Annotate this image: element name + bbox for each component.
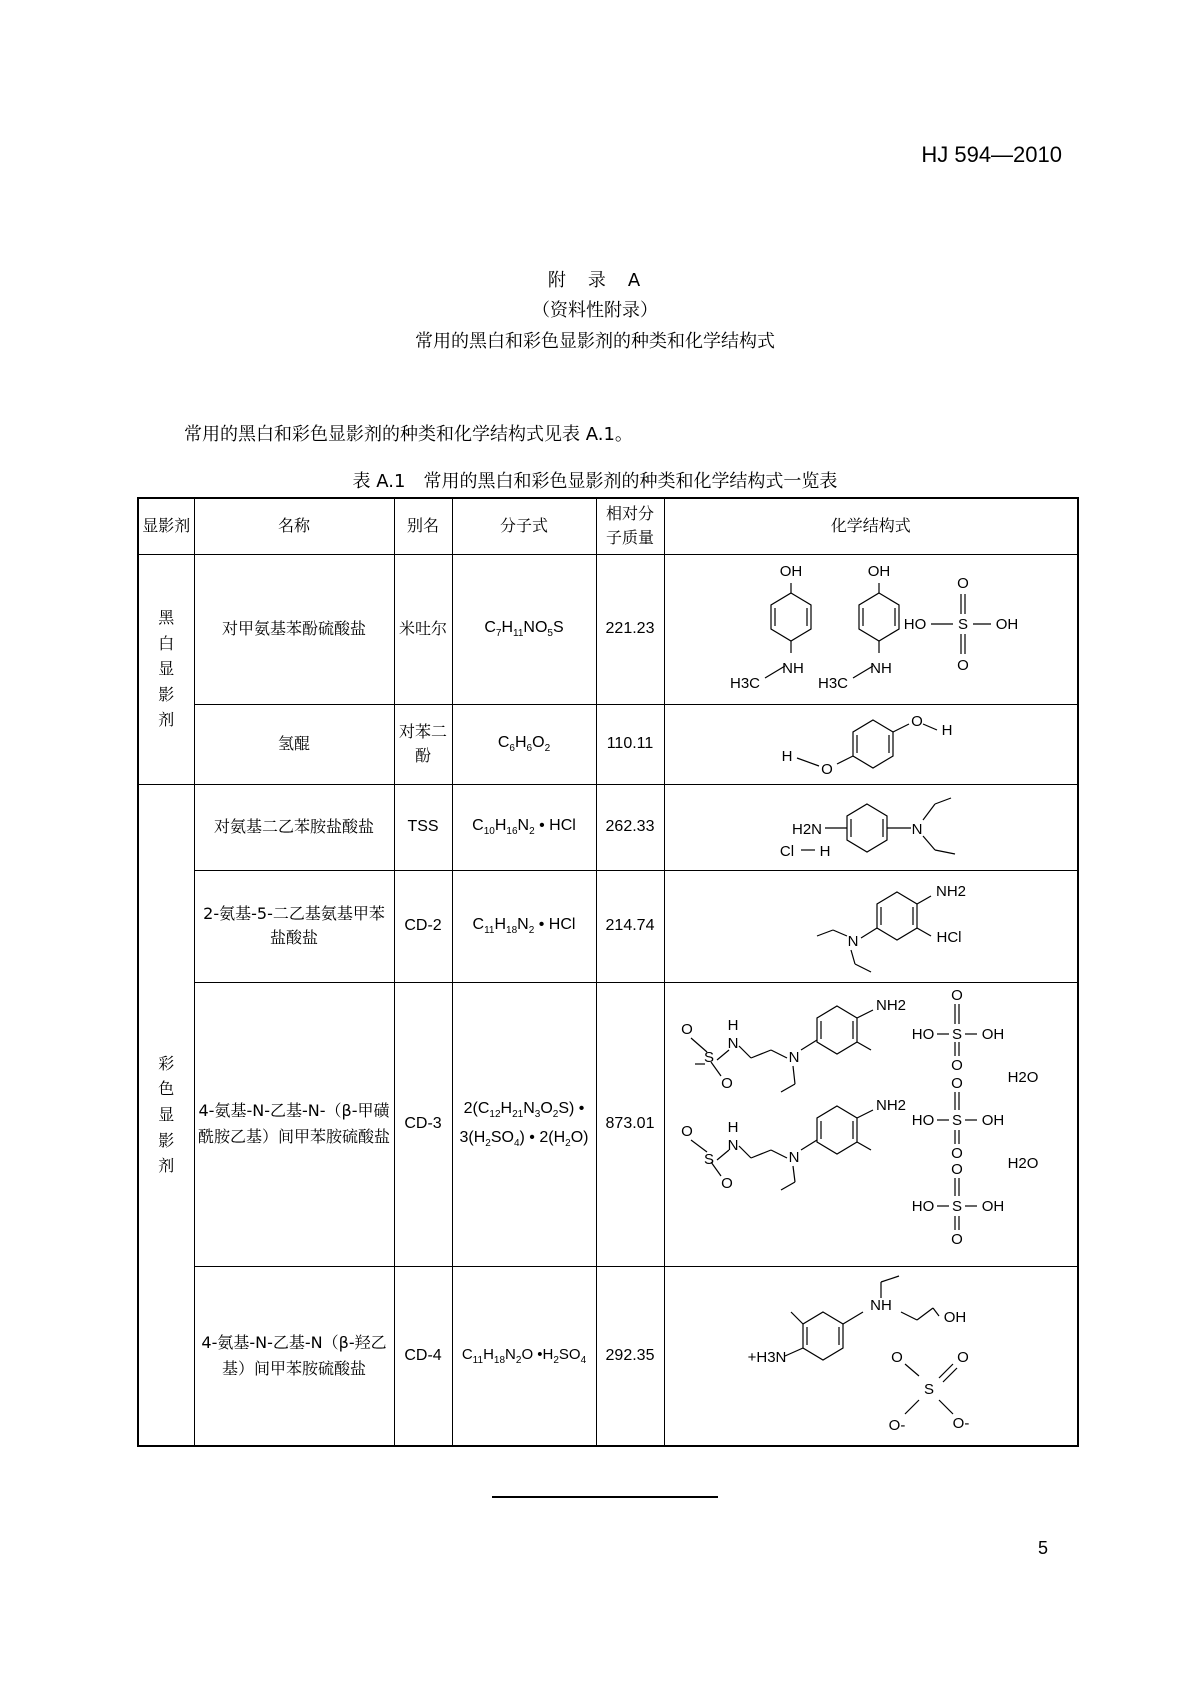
developer-name: 4-氨基-N-乙基-N（β-羟乙基）间甲苯胺硫酸盐 [194,1266,394,1446]
atom-label: N [727,1137,738,1154]
table-row [138,554,1078,704]
atom-label: O [720,1175,733,1192]
atom-label: H2O [1007,1155,1038,1172]
developer-name: 对甲氨基苯酚硫酸盐 [194,554,394,704]
category-char: 影 [158,1130,175,1150]
atom-label: O [910,713,923,730]
atom-label: S [703,1049,714,1066]
structure-cd4 [667,1268,1077,1444]
atom-label: HO [911,1198,934,1215]
table-row [138,704,1078,784]
category-bw [138,554,194,784]
category-char: 影 [158,684,175,704]
atom-label: OH [981,1026,1004,1043]
header-name: 名称 [194,498,394,554]
atom-label: +H3N [747,1348,786,1366]
category-char: 剂 [158,1156,175,1176]
structure-tss [667,786,1077,868]
structure-cell [664,704,1078,784]
atom-label: HO [911,1026,934,1043]
atom-label: S [951,1112,962,1129]
formula-line: $2(C_{12}H_{21}N_3O_2S)$ • [463,1099,585,1120]
header-category: 显影剂 [138,498,194,554]
atom-label: NH2 [935,883,966,900]
atom-label: HO [903,616,926,633]
atom-label: O [956,657,969,674]
formula-line: $3(H_2SO_4)$ • $2(H_2O)$ [459,1129,589,1150]
table-row [138,1266,1078,1446]
structure-cell [664,784,1078,870]
atom-label: O [956,1348,969,1366]
header-structure: 化学结构式 [664,498,1078,554]
atom-label: S [951,1198,962,1215]
atom-label: N [788,1149,799,1166]
atom-label: O- [888,1416,905,1434]
atom-label: NH2 [875,1097,906,1114]
atom-label: H3C [729,675,760,692]
atom-label: O [950,1075,963,1092]
category-char: 显 [158,1104,175,1124]
atom-label: S [951,1026,962,1043]
atom-label: O [720,1075,733,1092]
molecular-formula: $C_{10}H_{16}N_2$ • HCl [452,784,596,870]
structure-cd3 [667,984,1077,1264]
appendix-subtitle: （资料性附录） [532,300,658,321]
category-char: 黑 [158,608,175,628]
structure-cell [664,1266,1078,1446]
atom-label: S [703,1151,714,1168]
document-code: HJ 594—2010 [921,142,1062,167]
atom-label: O [950,1145,963,1162]
developer-alias: CD-2 [394,870,452,982]
atom-label: S [957,616,968,633]
atom-label: N [788,1049,799,1066]
developer-alias: TSS [394,784,452,870]
atom-label: O [950,987,963,1004]
molecular-formula: $C_6H_6O_2$ [452,704,596,784]
atom-label: NH [869,1296,892,1314]
atom-label: H2O [1007,1069,1038,1086]
benzene-ring [817,892,931,972]
atom-label: H [819,843,830,860]
developer-alias: CD-4 [394,1266,452,1446]
structure-cell [664,554,1078,704]
atom-label: H [727,1017,738,1034]
footer-rule [492,1496,718,1498]
developer-alias: 米吐尔 [394,554,452,704]
category-char: 剂 [158,710,175,730]
category-char: 白 [158,633,175,653]
molecular-mass: 214.74 [596,870,664,982]
molecular-formula: $C_7H_{11}NO_5S$ [452,554,596,704]
table-row [138,784,1078,870]
atom-label: H2N [791,821,822,838]
table-row [138,870,1078,982]
atom-label: OH [995,616,1018,633]
developer-name: 2-氨基-5-二乙基氨基甲苯盐酸盐 [194,870,394,982]
developer-table [137,497,1079,1447]
atom-label: N [847,933,858,950]
atom-label: O [956,575,969,592]
header-formula: 分子式 [452,498,596,554]
atom-label: OH [867,563,890,580]
developer-alias: CD-3 [394,982,452,1266]
molecular-formula: $C_{11}H_{18}N_2$ • HCl [452,870,596,982]
header-alias: 别名 [394,498,452,554]
atom-label: Cl [779,843,794,860]
intro-paragraph: 常用的黑白和彩色显影剂的种类和化学结构式见表 A.1。 [184,424,633,445]
atom-label: OH [981,1112,1004,1129]
atom-label: NH2 [875,997,906,1014]
molecular-mass: 292.35 [596,1266,664,1446]
atom-label: H [781,748,792,765]
structure-cell [664,982,1078,1266]
developer-name: 氢醌 [194,704,394,784]
appendix-heading: 常用的黑白和彩色显影剂的种类和化学结构式 [415,331,775,352]
page-number: 5 [1037,1538,1048,1558]
category-color [138,784,194,1446]
molecular-mass: 873.01 [596,982,664,1266]
atom-label: N [911,821,922,838]
molecular-mass: 110.11 [596,704,664,784]
atom-label: O [680,1123,693,1140]
developer-name: 4-氨基-N-乙基-N-（β-甲磺酰胺乙基）间甲苯胺硫酸盐 [194,982,394,1266]
atom-label: O [950,1231,963,1248]
molecular-formula [452,982,596,1266]
atom-label: N [727,1035,738,1052]
atom-label: O [950,1161,963,1178]
atom-label: OH [779,563,802,580]
atom-label: OH [943,1308,966,1326]
atom-label: OH [981,1198,1004,1215]
atom-label: O [820,761,833,778]
category-char: 彩 [158,1053,175,1073]
structure-metol [667,556,1077,702]
atom-label: HCl [936,929,961,946]
table-row [138,982,1078,1266]
structure-hydroquinone [667,706,1077,782]
atom-label: O [950,1057,963,1074]
category-char: 显 [158,659,175,679]
atom-label: H3C [817,675,848,692]
developer-name: 对氨基二乙苯胺盐酸盐 [194,784,394,870]
atom-label: O [680,1021,693,1038]
structure-cd2 [667,872,1077,980]
atom-label: NH [869,660,892,677]
atom-label: H [727,1119,738,1136]
atom-label: H [941,722,952,739]
category-char: 色 [158,1079,175,1099]
atom-label: S [923,1380,934,1398]
molecular-mass: 262.33 [596,784,664,870]
atom-label: O- [952,1414,969,1432]
table-caption: 表 A.1 常用的黑白和彩色显影剂的种类和化学结构式一览表 [352,471,838,492]
appendix-title: 附 录 A [547,270,643,291]
atom-label: O [890,1348,903,1366]
developer-alias: 对苯二酚 [394,704,452,784]
atom-label: HO [911,1112,934,1129]
structure-cell [664,870,1078,982]
molecular-formula: $C_{11}H_{18}N_2O$ $•H_2SO_4$ [452,1266,596,1446]
atom-label: NH [781,660,804,677]
header-mass: 相对分子质量 [596,498,664,554]
molecular-mass: 221.23 [596,554,664,704]
table-header-row [138,498,1078,554]
